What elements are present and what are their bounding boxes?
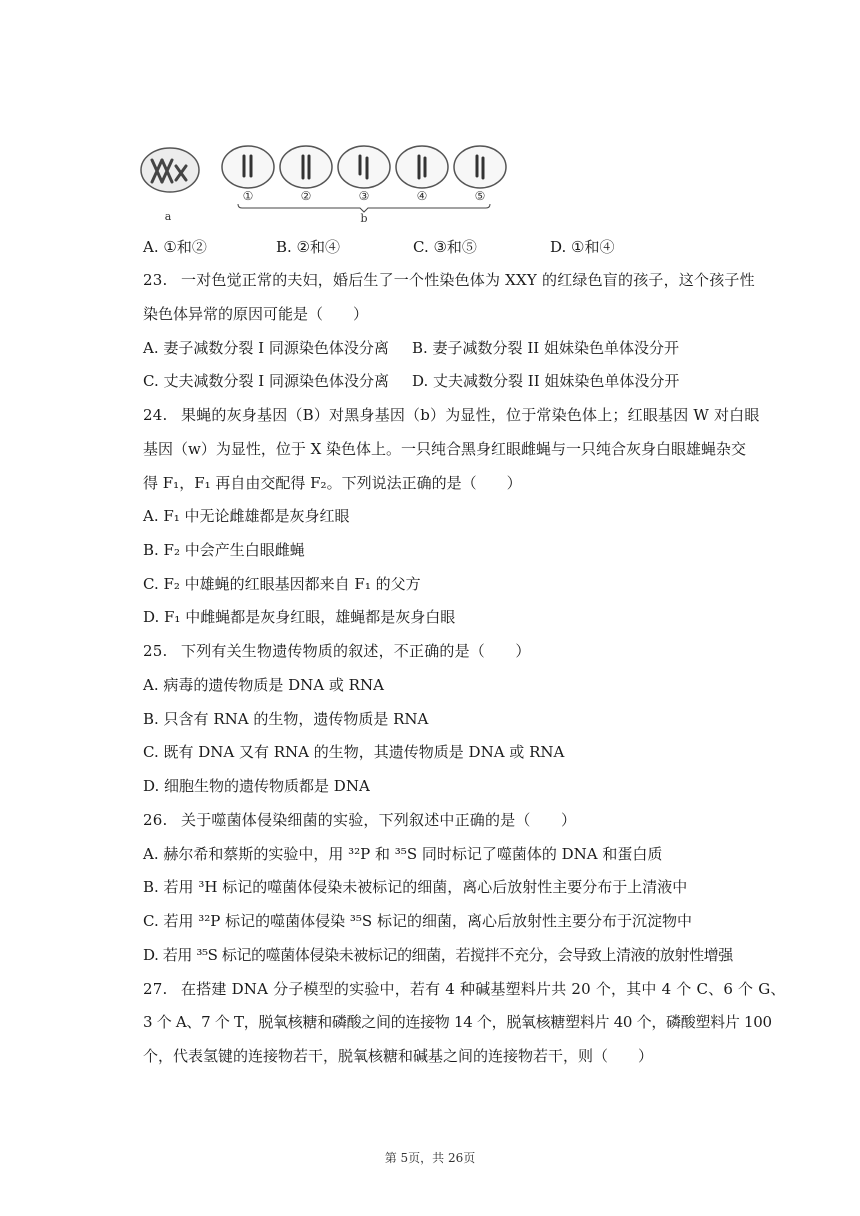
q24-stem-line-3: 得 F₁，F₁ 再自由交配得 F₂。下列说法正确的是（ ） (143, 474, 522, 492)
q26-option-a: A. 赫尔希和蔡斯的实验中，用 ³²P 和 ³⁵S 同时标记了噬菌体的 DNA 和蛋白质 (143, 845, 663, 863)
q26-option-b: B. 若用 ³H 标记的噬菌体侵染未被标记的细菌，离心后放射性主要分布于上清液中 (143, 878, 688, 896)
q26-number: 26. (143, 811, 168, 829)
q22-option-b: B. ②和④ (276, 238, 341, 256)
q25-option-d: D. 细胞生物的遗传物质都是 DNA (143, 777, 370, 795)
cell-b-2 (280, 146, 332, 188)
chromosome-figure (138, 140, 518, 225)
label-a: a (164, 210, 172, 223)
cell-label-5: ⑤ (474, 189, 486, 203)
q23-option-b: B. 妻子减数分裂 II 姐妹染色单体没分开 (412, 339, 679, 357)
cell-b-3 (338, 146, 390, 188)
q27-number: 27. (143, 980, 168, 998)
q23-stem-1: 一对色觉正常的夫妇，婚后生了一个性染色体为 XXY 的红绿色盲的孩子，这个孩子性 (181, 271, 755, 289)
q23-number: 23. (143, 271, 168, 289)
cell-b-1 (222, 146, 274, 188)
q26-stem-line-1 (143, 810, 760, 830)
q22-option-d: D. ①和④ (550, 238, 615, 256)
q23-stem-line-2: 染色体异常的原因可能是（ ） (143, 305, 369, 323)
q25-option-b: B. 只含有 RNA 的生物，遗传物质是 RNA (143, 710, 429, 728)
page-footer: 第 5页，共 26页 (384, 1151, 476, 1165)
cells-b (222, 146, 506, 188)
q25-option-a: A. 病毒的遗传物质是 DNA 或 RNA (143, 676, 384, 694)
q27-stem-line-1 (143, 979, 786, 999)
cell-a (141, 148, 199, 192)
q27-stem-1: 在搭建 DNA 分子模型的实验中，若有 4 种碱基塑料片共 20 个，其中 4 个 C、6 个 G、 (181, 980, 786, 998)
q24-stem-1: 果蝇的灰身基因（B）对黑身基因（b）为显性，位于常染色体上；红眼基因 W 对白眼 (181, 406, 760, 424)
q22-option-c: C. ③和⑤ (413, 238, 477, 256)
q24-option-b: B. F₂ 中会产生白眼雌蝇 (143, 541, 305, 559)
q23-option-d: D. 丈夫减数分裂 II 姐妹染色单体没分开 (412, 372, 680, 390)
q27-stem-line-2: 3 个 A、7 个 T，脱氧核糖和磷酸之间的连接物 14 个，脱氧核糖塑料片 40 个，磷酸塑料片 100 (143, 1013, 772, 1031)
q24-stem-line-2: 基因（w）为显性，位于 X 染色体上。一只纯合黑身红眼雌蝇与一只纯合灰身白眼雄蝇杂交 (143, 440, 747, 458)
q25-stem-1: 下列有关生物遗传物质的叙述，不正确的是（ ） (181, 642, 531, 660)
cell-label-1: ① (242, 189, 254, 203)
bracket-b (238, 204, 490, 212)
q26-option-c: C. 若用 ³²P 标记的噬菌体侵染 ³⁵S 标记的细菌，离心后放射性主要分布于沉淀物中 (143, 912, 692, 930)
q23-stem-line-1 (143, 270, 760, 290)
q23-option-c: C. 丈夫减数分裂 I 同源染色体没分离 (143, 372, 389, 390)
q24-option-c: C. F₂ 中雄蝇的红眼基因都来自 F₁ 的父方 (143, 575, 421, 593)
q25-stem-line-1 (143, 641, 760, 661)
q26-stem-1: 关于噬菌体侵染细菌的实验，下列叙述中正确的是（ ） (181, 811, 577, 829)
q25-number: 25. (143, 642, 168, 660)
q22-option-a: A. ①和② (143, 238, 207, 256)
q24-option-d: D. F₁ 中雌蝇都是灰身红眼，雄蝇都是灰身白眼 (143, 608, 456, 626)
q24-option-a: A. F₁ 中无论雌雄都是灰身红眼 (143, 507, 350, 525)
q27-stem-line-3: 个，代表氢键的连接物若干，脱氧核糖和碱基之间的连接物若干，则（ ） (143, 1047, 654, 1065)
q22-options (143, 236, 743, 256)
cell-b-4 (396, 146, 448, 188)
cell-label-2: ② (300, 189, 312, 203)
cell-label-4: ④ (416, 189, 428, 203)
q24-number: 24. (143, 406, 168, 424)
cell-b-5 (454, 146, 506, 188)
q24-stem-line-1 (143, 405, 760, 425)
q26-option-d: D. 若用 ³⁵S 标记的噬菌体侵染未被标记的细菌，若搅拌不充分，会导致上清液的放射性增强 (143, 946, 733, 964)
label-b: b (360, 212, 368, 225)
q23-option-a: A. 妻子减数分裂 I 同源染色体没分离 (143, 339, 389, 357)
cell-label-3: ③ (358, 189, 370, 203)
q25-option-c: C. 既有 DNA 又有 RNA 的生物，其遗传物质是 DNA 或 RNA (143, 743, 565, 761)
